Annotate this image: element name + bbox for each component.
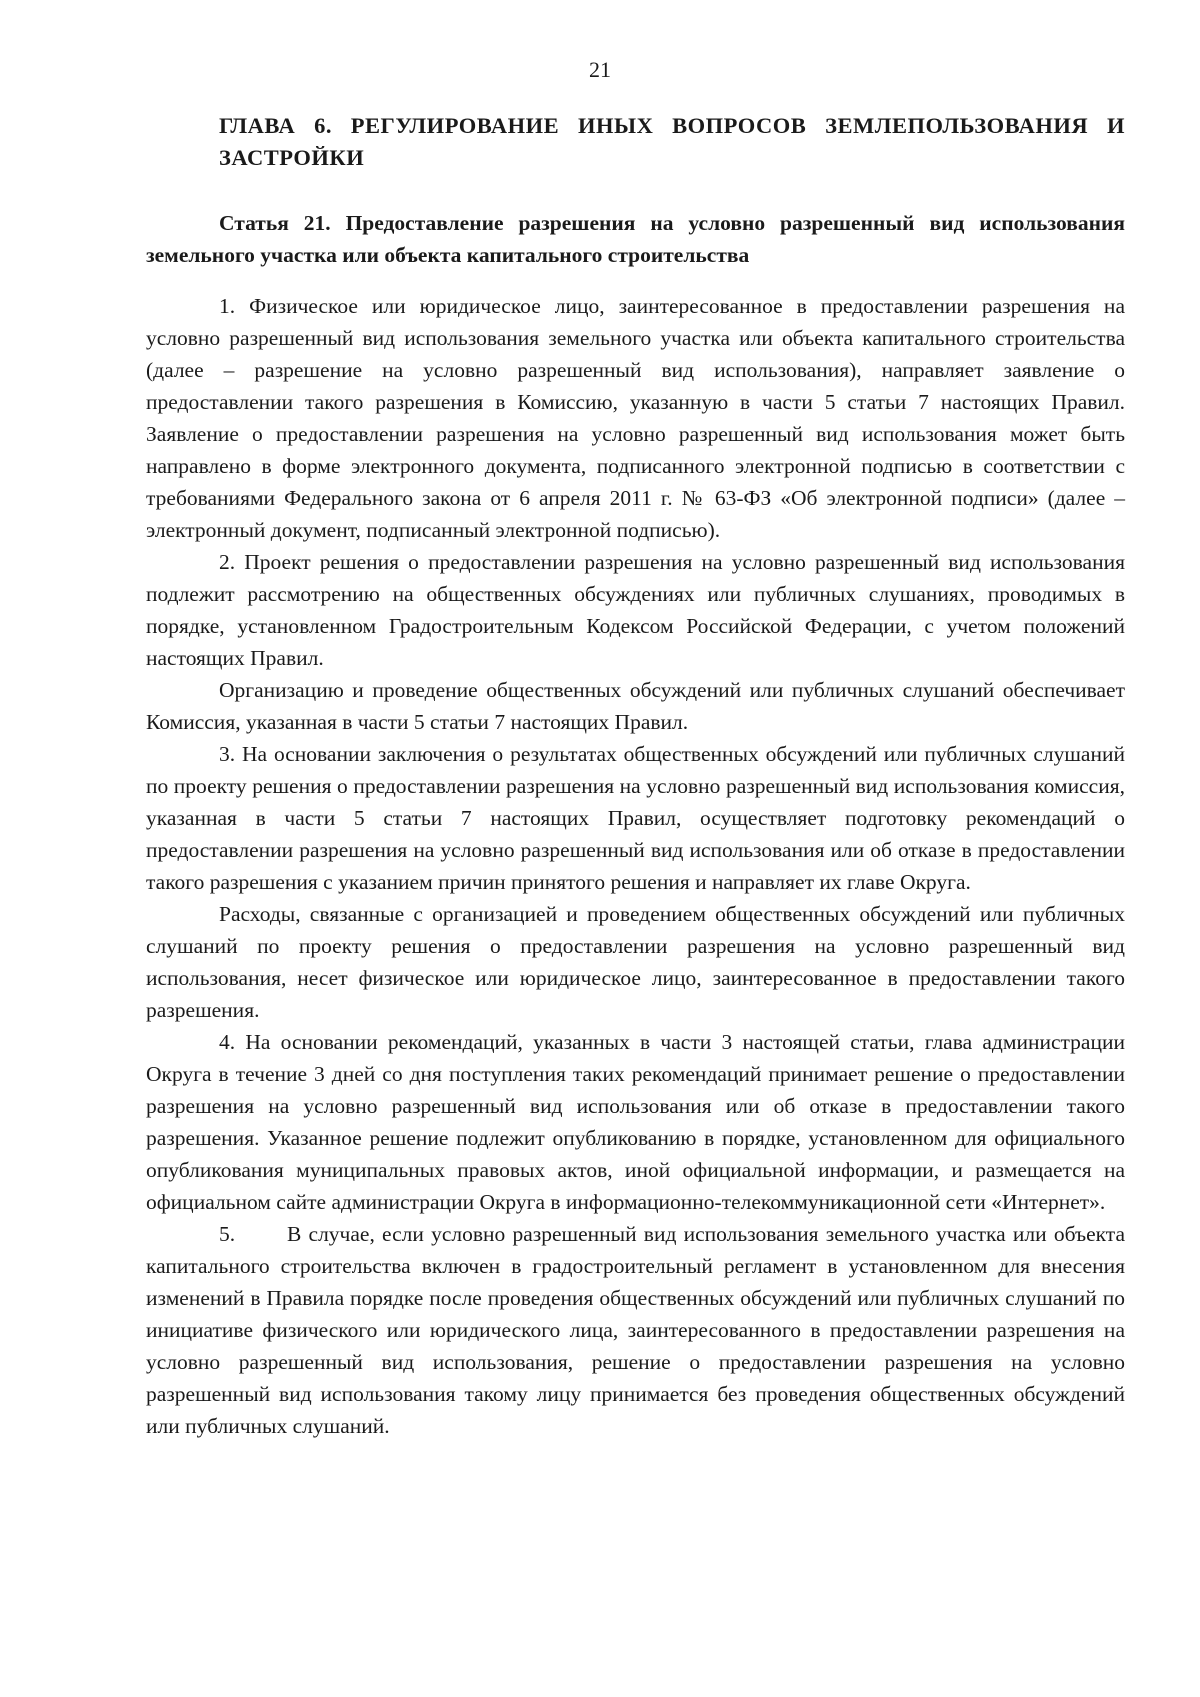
chapter-title: ГЛАВА 6. РЕГУЛИРОВАНИЕ ИНЫХ ВОПРОСОВ ЗЕМЛЕПОЛЬЗОВАНИЯ И ЗАСТРОЙКИ: [219, 113, 1125, 170]
paragraph-5: [146, 1218, 1125, 1442]
paragraph-3-continued: Расходы, связанные с организацией и проведением общественных обсуждений или публичных слушаний по проекту решения о предоставлении разрешения на условно разрешенный вид использования, несет физическое или юридическое лицо, заинтересованное в предоставлении такого разрешения.: [146, 902, 1125, 1022]
paragraph-3: 3. На основании заключения о результатах общественных обсуждений или публичных слушаний по проекту решения о предоставлении разрешения на условно разрешенный вид использования комиссия, указанная в части 5 статьи 7 настоящих Правил, осуществляет подготовку рекомендаций о предоставлении разрешения на условно разрешенный вид использования или об отказе в предоставлении такого разрешения с указанием причин принятого решения и направляет их главе Округа.: [146, 742, 1125, 894]
document-body: [146, 110, 1125, 1442]
paragraph-5-text: В случае, если условно разрешенный вид использования земельного участка или объекта капитального строительства включен в градостроительный регламент в установленном для внесения изменений в Правила порядке после проведения общественных обсуждений или публичных слушаний по инициативе физического или юридического лица, заинтересованного в предоставлении разрешения на условно разрешенный вид использования, решение о предоставлении разрешения на условно разрешенный вид использования такому лицу принимается без проведения общественных обсуждений или публичных слушаний.: [146, 1222, 1125, 1438]
page-number: 21: [589, 57, 611, 82]
paragraph-5-number: 5.: [219, 1222, 236, 1246]
paragraph-1: 1. Физическое или юридическое лицо, заинтересованное в предоставлении разрешения на условно разрешенный вид использования земельного участка или объекта капитального строительства (далее – разрешение на условно разрешенный вид использования), направляет заявление о предоставлении такого разрешения в Комиссию, указанную в части 5 статьи 7 настоящих Правил. Заявление о предоставлении разрешения на условно разрешенный вид использования может быть направлено в форме электронного документа, подписанного электронной подписью в соответствии с требованиями Федерального закона от 6 апреля 2011 г. № 63-ФЗ «Об электронной подписи» (далее – электронный документ, подписанный электронной подписью).: [146, 294, 1125, 542]
article-title: Статья 21. Предоставление разрешения на условно разрешенный вид использования земельного участка или объекта капитального строительства: [146, 211, 1125, 267]
paragraph-4: 4. На основании рекомендаций, указанных в части 3 настоящей статьи, глава администрации Округа в течение 3 дней со дня поступления таких рекомендаций принимает решение о предоставлении разрешения на условно разрешенный вид использования или об отказе в предоставлении такого разрешения. Указанное решение подлежит опубликованию в порядке, установленном для официального опубликования муниципальных правовых актов, иной официальной информации, и размещается на официальном сайте администрации Округа в информационно-телекоммуникационной сети «Интернет».: [146, 1030, 1125, 1214]
paragraph-2-continued: Организацию и проведение общественных обсуждений или публичных слушаний обеспечивает Комиссия, указанная в части 5 статьи 7 настоящих Правил.: [146, 678, 1125, 734]
paragraph-2: 2. Проект решения о предоставлении разрешения на условно разрешенный вид использования подлежит рассмотрению на общественных обсуждениях или публичных слушаниях, проводимых в порядке, установленном Градостроительным Кодексом Российской Федерации, с учетом положений настоящих Правил.: [146, 550, 1125, 670]
